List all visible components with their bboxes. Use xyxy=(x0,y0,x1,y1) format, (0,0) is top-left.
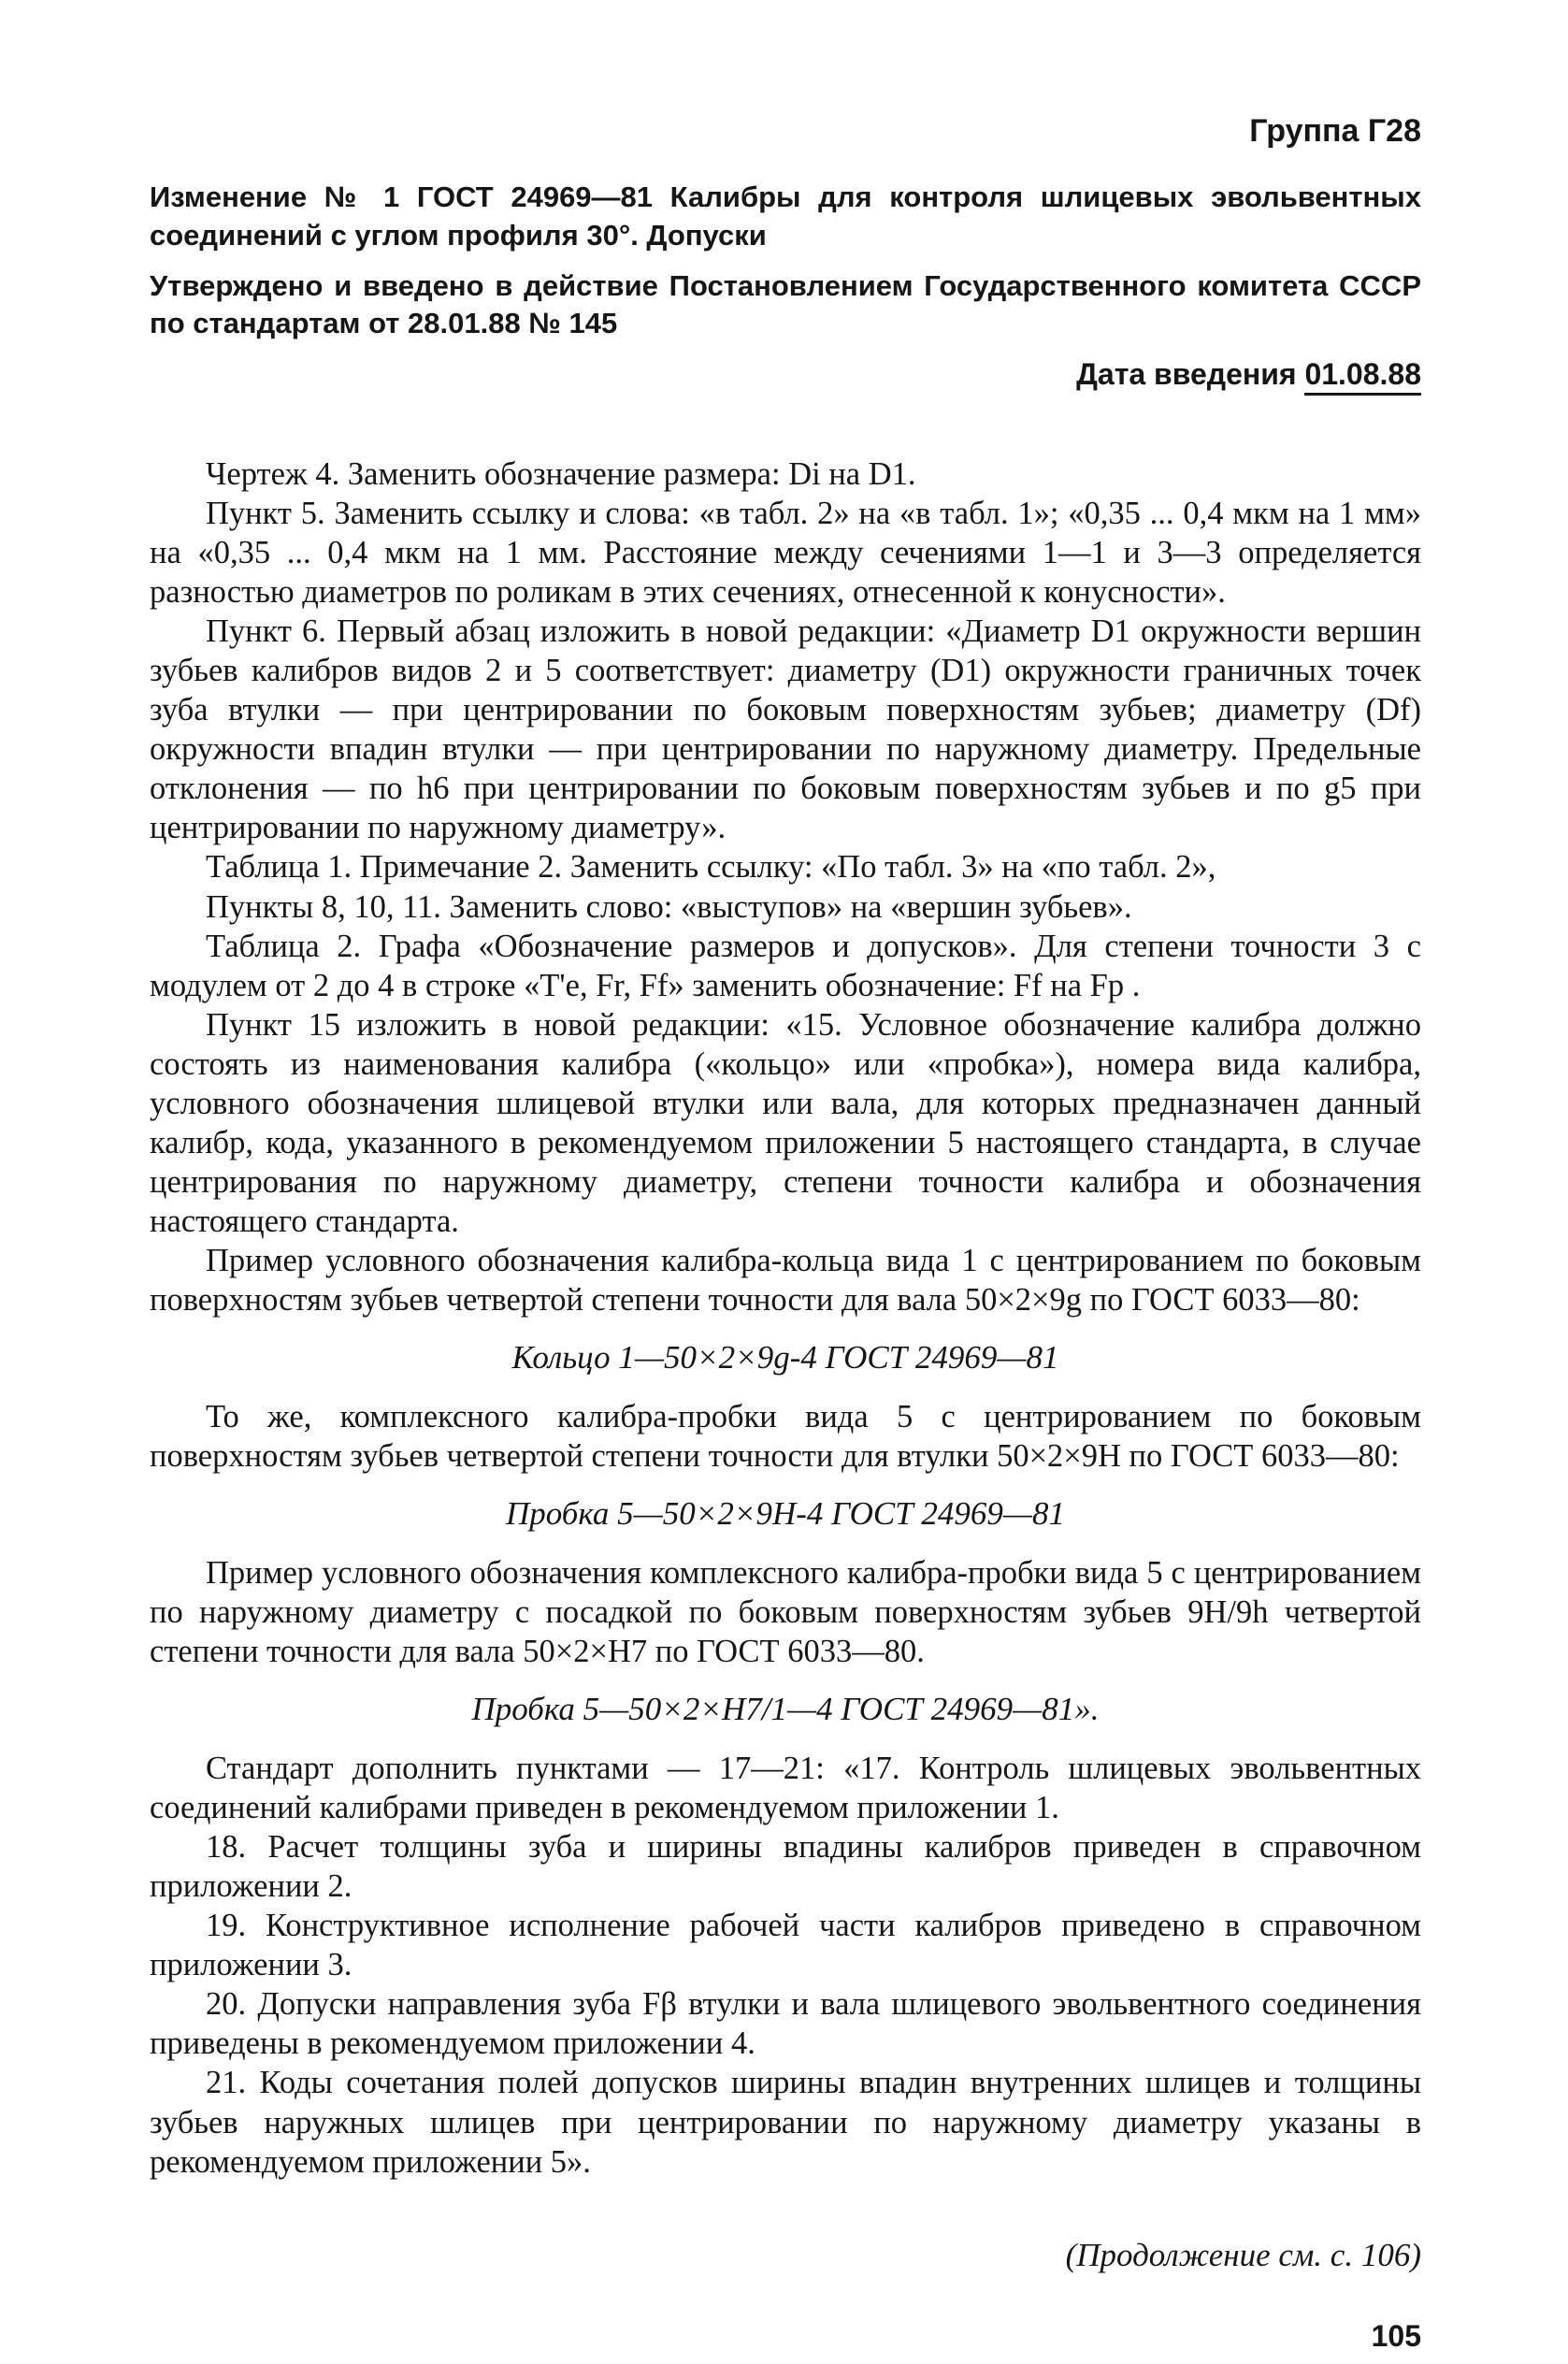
effective-date-label: Дата введения xyxy=(1076,356,1297,391)
approval-statement: Утверждено и введено в действие Постановлением Государственного комитета СССР по стандартам от 28.01.88 № 145 xyxy=(150,269,1421,340)
document-body xyxy=(150,454,1421,2182)
paragraph: Стандарт дополнить пунктами — 17—21: «17. Контроль шлицевых эвольвентных соединений калибрами приведен в рекомендуемом приложении 1. xyxy=(150,1750,1421,1825)
paragraph: 19. Конструктивное исполнение рабочей части калибров приведено в справочном приложении 3. xyxy=(150,1908,1421,1983)
paragraph: 21. Коды сочетания полей допусков ширины впадин внутренних шлицев и толщины зубьев наружных шлицев при центрировании по наружному диаметру указаны в рекомендуемом приложении 5». xyxy=(150,2065,1421,2180)
paragraph: Пункт 5. Заменить ссылку и слова: «в табл. 2» на «в табл. 1»; «0,35 ... 0,4 мкм на 1 мм» на «0,35 ... 0,4 мкм на 1 мм. Расстояние между сечениями 1—1 и 3—3 определяется разностью диаметров по роликам в этих сечениях, отнесенной к конусности». xyxy=(150,495,1421,610)
document-page xyxy=(150,112,1421,2355)
paragraph: Пункты 8, 10, 11. Заменить слово: «выступов» на «вершин зубьев». xyxy=(206,888,1132,925)
effective-date xyxy=(150,356,1421,393)
paragraph: 18. Расчет толщины зуба и ширины впадины калибров приведен в справочном приложении 2. xyxy=(150,1829,1421,1905)
change-title: Изменение № 1 ГОСТ 24969—81 Калибры для контроля шлицевых эвольвентных соединений с углом профиля 30°. Допуски xyxy=(150,180,1421,252)
page-number: 105 xyxy=(1371,2319,1421,2354)
designation-example-plug: Пробка 5—50×2×9H-4 ГОСТ 24969—81 xyxy=(505,1495,1066,1533)
effective-date-value: 01.08.88 xyxy=(1304,357,1421,396)
paragraph: Пример условного обозначения комплексного калибра-пробки вида 5 с центрированием по наружному диаметру с посадкой по боковым поверхностям зубьев 9H/9h четвертой степени точности для вала 50×2×H7 по ГОСТ 6033—80. xyxy=(150,1554,1421,1670)
continuation-note: (Продолжение см. с. 106) xyxy=(1065,2236,1421,2273)
paragraph: Пункт 15 изложить в новой редакции: «15. Условное обозначение калибра должно состоять из наименования калибра («кольцо» или «пробка»), номера вида калибра, условного обозначения шлицевой втулки или вала, для которых предназначен данный калибр, кода, указанного в рекомендуемом приложении 5 настоящего стандарта, в случае центрирования по наружному диаметру, степени точности калибра и обозначения настоящего стандарта. xyxy=(150,1006,1421,1240)
paragraph: То же, комплексного калибра-пробки вида 5 с центрированием по боковым поверхностям зубьев четвертой степени точности для втулки 50×2×9H по ГОСТ 6033—80: xyxy=(150,1399,1421,1475)
group-code: Группа Г28 xyxy=(1249,113,1421,149)
paragraph: Пример условного обозначения калибра-кольца вида 1 с центрированием по боковым поверхностям зубьев четвертой степени точности для вала 50×2×9g по ГОСТ 6033—80: xyxy=(150,1243,1421,1319)
designation-example-plug-outer: Пробка 5—50×2×H7/1—4 ГОСТ 24969—81». xyxy=(471,1691,1100,1728)
paragraph: Таблица 2. Графа «Обозначение размеров и допусков». Для степени точности 3 с модулем от 2 до 4 в строке «T'e, Fr, Ff» заменить обозначение: Ff на Fp . xyxy=(150,928,1421,1003)
designation-example-ring: Кольцо 1—50×2×9g-4 ГОСТ 24969—81 xyxy=(511,1339,1059,1377)
paragraph: Пункт 6. Первый абзац изложить в новой редакции: «Диаметр D1 окружности вершин зубьев калибров видов 2 и 5 соответствует: диаметру (D1) окружности граничных точек зуба втулки — при центрировании по боковым поверхностям зубьев; диаметру (Df) окружности впадин втулки — при центрировании по наружному диаметру. Предельные отклонения — по h6 при центрировании по боковым поверхностям зубьев и по g5 при центрировании по наружному диаметру». xyxy=(150,613,1421,846)
paragraph: Чертеж 4. Заменить обозначение размера: Di на D1. xyxy=(206,455,916,492)
paragraph: Таблица 1. Примечание 2. Заменить ссылку: «По табл. 3» на «по табл. 2», xyxy=(206,849,1216,886)
paragraph: 20. Допуски направления зуба Fβ втулки и вала шлицевого эвольвентного соединения приведены в рекомендуемом приложении 4. xyxy=(150,1986,1421,2062)
